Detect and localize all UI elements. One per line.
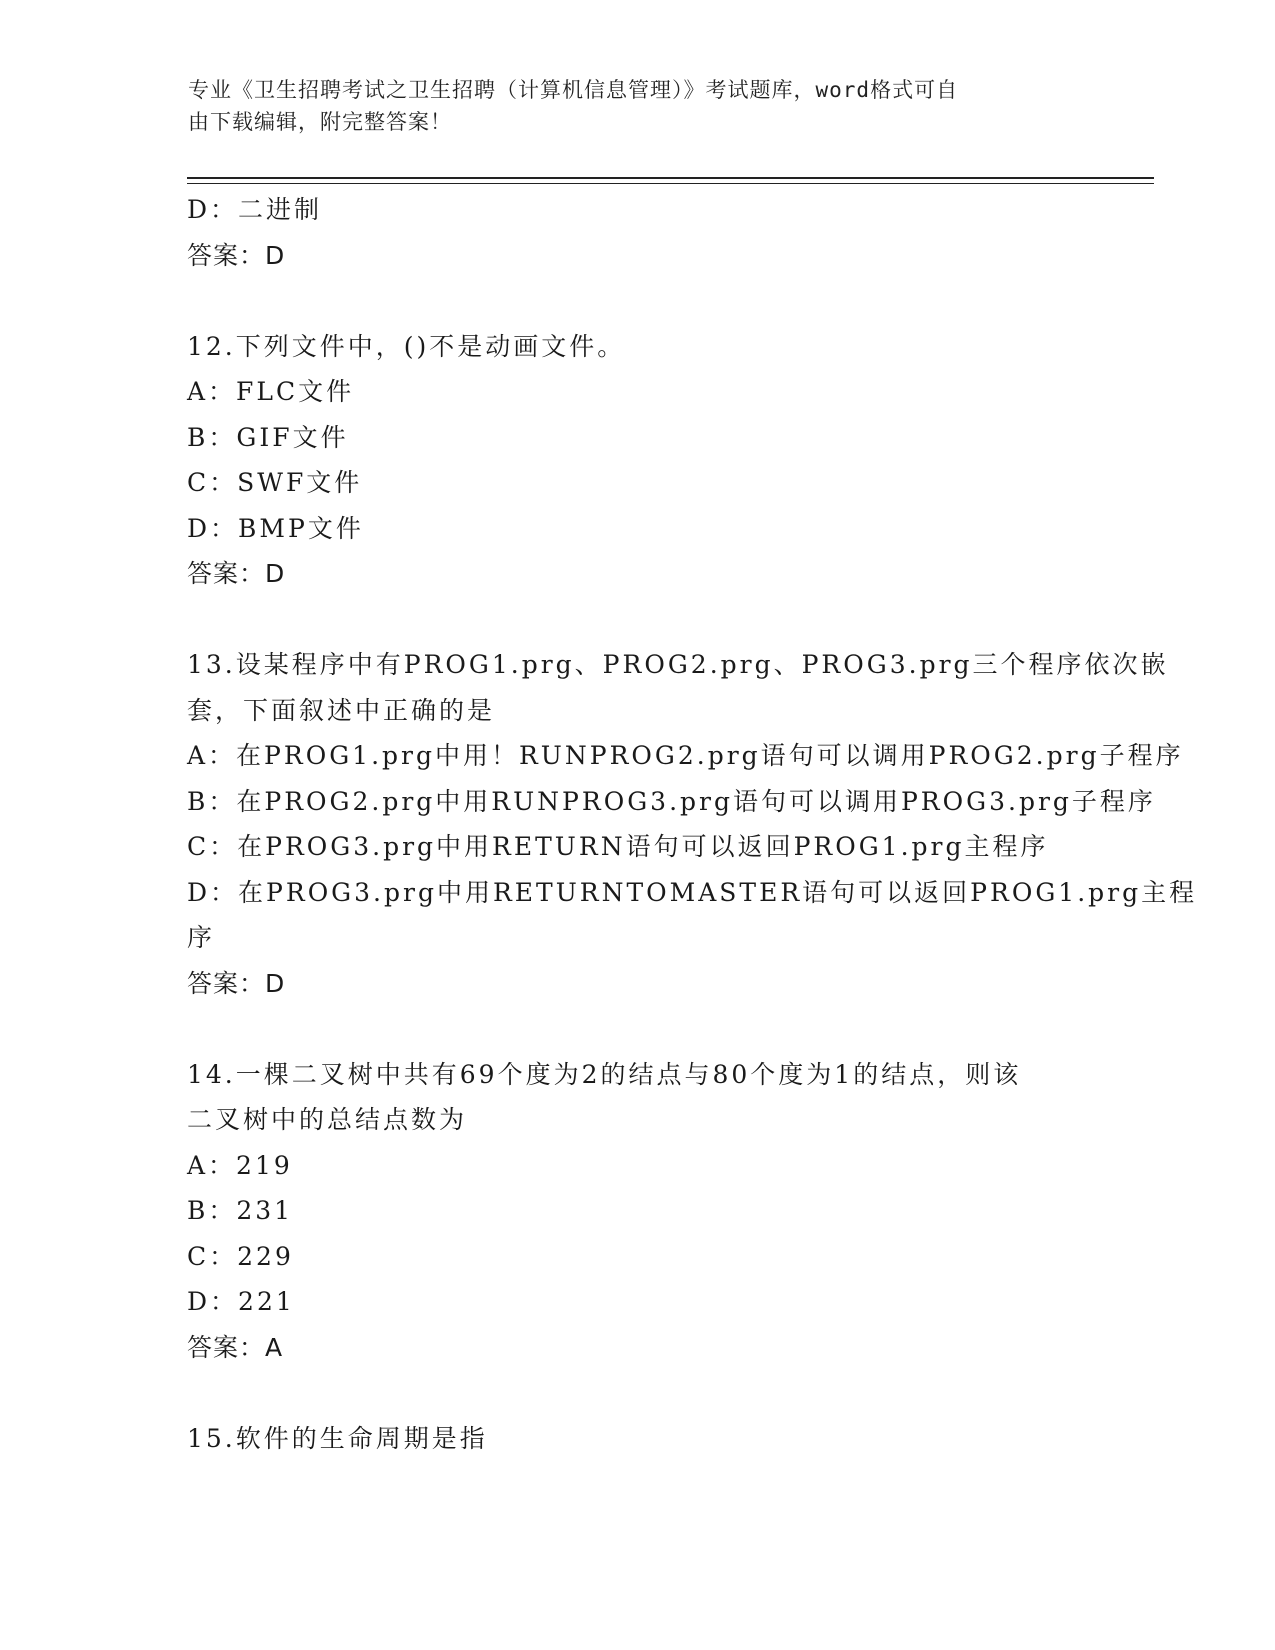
spacer <box>187 1370 1087 1416</box>
question-12 <box>187 324 1087 597</box>
option-c: C：229 <box>187 1241 294 1271</box>
answer-line: 答案：D <box>187 968 286 998</box>
answer-line: 答案：D <box>187 559 286 588</box>
option-a: A：在PROG1.prg中用！RUNPROG2.prg语句可以调用PROG2.prg子程序 <box>187 741 1184 770</box>
question-13 <box>187 642 1198 1006</box>
question-text: 12.下列文件中，()不是动画文件。 <box>187 331 626 361</box>
question-text-line-1: 14.一棵二叉树中共有69个度为2的结点与80个度为1的结点，则该 <box>187 1059 1022 1089</box>
option-a: A：219 <box>187 1150 293 1180</box>
question-text-line-2: 二叉树中的总结点数为 <box>187 1105 468 1134</box>
header-line-1: 专业《卫生招聘考试之卫生招聘（计算机信息管理）》考试题库，word格式可自 <box>188 78 959 102</box>
header-rule-thin <box>187 183 1154 184</box>
question-text: 15.软件的生命周期是指 <box>187 1423 488 1453</box>
option-d: D：二进制 <box>187 195 323 224</box>
option-d: D：221 <box>187 1287 295 1316</box>
option-d-line-2: 序 <box>187 923 216 952</box>
question-15 <box>187 1416 1087 1462</box>
header-rule-thick <box>187 177 1154 179</box>
option-d: D：BMP文件 <box>187 513 364 543</box>
question-text-line-2: 套，下面叙述中正确的是 <box>187 695 496 725</box>
option-d-line-1: D：在PROG3.prg中用RETURNTOMASTER语句可以返回PROG1.prg主程 <box>187 877 1198 907</box>
option-b: B：在PROG2.prg中用RUNPROG3.prg语句可以调用PROG3.prg子程序 <box>187 786 1156 816</box>
question-11-fragment <box>187 187 1087 278</box>
question-text-line-1: 13.设某程序中有PROG1.prg、PROG2.prg、PROG3.prg三个程序依次嵌 <box>187 650 1169 679</box>
spacer <box>187 278 1087 324</box>
option-b: B：GIF文件 <box>187 422 349 452</box>
question-list <box>187 187 1198 1461</box>
header-line-2: 由下载编辑，附完整答案！ <box>188 110 452 134</box>
answer-line: 答案：D <box>187 240 286 270</box>
question-14 <box>187 1052 1087 1371</box>
option-c: C：SWF文件 <box>187 468 363 497</box>
option-c: C：在PROG3.prg中用RETURN语句可以返回PROG1.prg主程序 <box>187 832 1049 861</box>
option-a: A：FLC文件 <box>187 377 355 406</box>
spacer <box>187 1006 1087 1052</box>
option-b: B：231 <box>187 1196 294 1225</box>
answer-line: 答案：A <box>187 1332 284 1362</box>
spacer <box>187 597 1087 643</box>
page-header <box>188 74 1068 138</box>
